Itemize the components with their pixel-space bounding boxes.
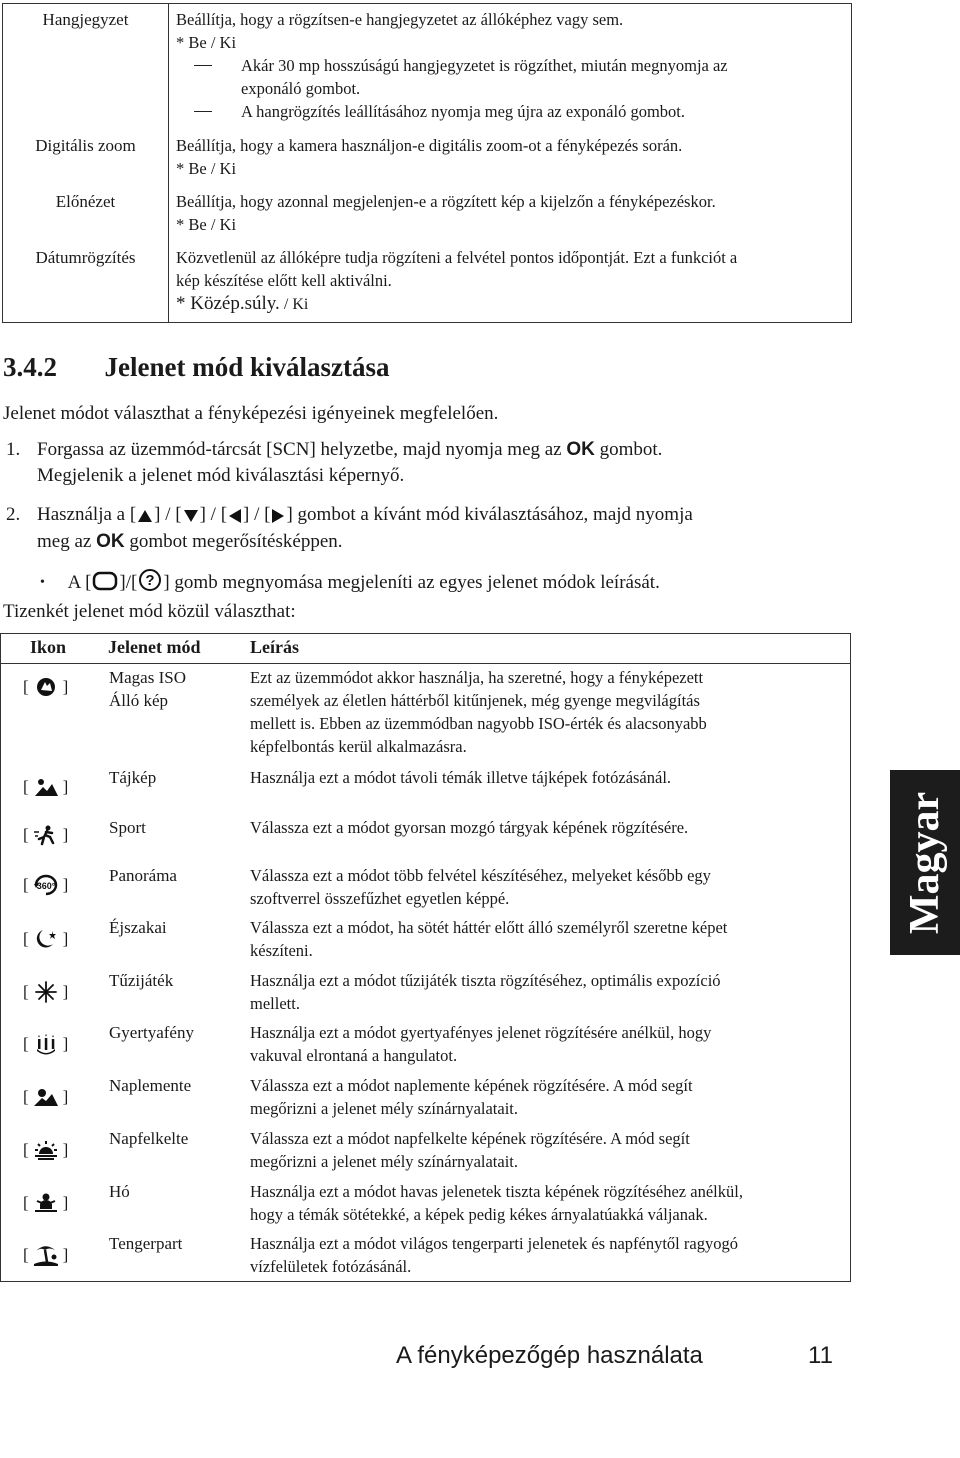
scene-icon-cell [23,1192,68,1214]
description-line: Használja ezt a módot távoli témák illetve tájképek fotózásánál. [250,768,672,787]
header-mode: Jelenet mód [108,637,201,657]
scene-name [109,666,186,712]
scene-name-line: Magas ISO [109,668,186,687]
settings-table [2,3,852,323]
step-number: 1. [6,439,21,460]
scene-icon-cell [23,981,68,1003]
scene-name [109,969,173,992]
bracket: [ [23,875,29,894]
scene-icon-cell [23,676,68,698]
bracket: [ [23,1087,29,1106]
description-line: Beállítja, hogy azonnal megjelenjen-e a rögzített kép a kijelzőn a fényképezéskor. [176,192,716,211]
bracket: ] [62,1087,69,1106]
scene-name [109,1180,130,1203]
page-number: 11 [808,1342,833,1369]
bracket: [ [23,1245,29,1264]
description-line: Beállítja, hogy a kamera használjon-e digitális zoom-ot a fényképezés során. [176,136,683,155]
bracket: ] [62,777,69,796]
bracket: ] [62,875,69,894]
description-line: Válassza ezt a módot gyorsan mozgó tárgyak képének rögzítésére. [250,818,689,837]
left-arrow-icon [229,509,241,523]
separator: ] / [ [243,504,271,525]
step-2 [6,501,693,528]
bracket: [ [23,982,29,1001]
description-line: vakuval elrontaná a hangulatot. [250,1046,458,1065]
scene-description [250,969,840,1015]
scene-description [250,816,840,839]
scene-description [250,1021,840,1067]
description-line: Válassza ezt a módot naplemente képének rögzítésére. A mód segít [250,1076,693,1095]
step-text: meg az [37,531,92,552]
description-line: megőrizni a jelenet mély színárnyalatait. [250,1152,519,1171]
bracket: ] [62,677,69,696]
intro-text: Jelenet módot választhat a fényképezési igényeinek megfelelően. [3,403,499,424]
sport-icon [31,824,61,846]
svg-text:?: ? [145,572,155,589]
dash-bullet [176,54,846,100]
description-line: Használja ezt a módot tűzijáték tiszta rögzítéséhez, optimális expozíció [250,971,721,990]
bullet-line: Akár 30 mp hosszúságú hangjegyzetet is rögzíthet, miután megnyomja az [241,56,728,75]
step-2-line2 [37,528,343,555]
scene-name-line: Tájkép [109,768,157,787]
setting-description [176,134,846,180]
bracket: [ [23,777,29,796]
step-text: gombot megerősítésképpen. [129,531,343,552]
step-text: Forgassa az üzemmód-tárcsát [SCN] helyzetbe, majd nyomja meg az [37,439,562,460]
snow-icon [31,1192,61,1214]
scene-description [250,864,840,910]
scene-name-line: Éjszakai [109,918,167,937]
right-arrow-icon [272,509,284,523]
display-button-icon [91,571,119,591]
scene-name [109,1021,194,1044]
scene-name [109,916,167,939]
scene-icon-cell [23,874,68,896]
scene-icon-cell [23,1086,68,1108]
setting-name: Dátumrögzítés [35,248,136,267]
bullet-line: A hangrögzítés leállításához nyomja meg újra az exponáló gombot. [241,102,685,121]
scene-name-line: Álló kép [109,691,169,710]
dash-bullet [176,100,846,123]
bullet-text: A [ [67,572,92,593]
scene-name [109,766,156,789]
description-line: mellett. [250,994,300,1013]
section-heading [3,352,389,383]
description-line: Ezt az üzemmódot akkor használja, ha szeretné, hogy a fényképezett [250,668,704,687]
scene-name [109,1127,188,1150]
ok-button-label: OK [96,531,125,552]
header-description: Leírás [250,637,299,657]
setting-description [176,8,846,123]
bullet-note [40,568,660,596]
bracket: [ [23,929,29,948]
scene-name [109,816,146,839]
option-primary: * Közép.súly. [176,293,280,314]
footer-title: A fényképezőgép használata [396,1342,703,1369]
scene-name [109,1074,191,1097]
up-arrow-icon [138,510,152,522]
scene-name-line: Panoráma [109,866,177,885]
bracket: ] [62,1193,69,1212]
bracket: ] [62,1140,69,1159]
description-line: Beállítja, hogy a rögzítsen-e hangjegyzetet az állóképhez vagy sem. [176,10,624,29]
option-values: * Be / Ki [176,215,237,234]
panorama-icon [31,874,61,896]
sunrise-icon [31,1139,61,1161]
scene-icon-cell [23,1244,68,1266]
description-line: Használja ezt a módot világos tengerparti jelenetek és napfénytől ragyogó [250,1234,738,1253]
separator: ] / [ [154,504,182,525]
table-row [3,134,851,184]
table-row [3,246,851,320]
description-line: Közvetlenül az állóképre tudja rögzíteni a felvétel pontos időpontját. Ezt a funkciót a [176,248,738,267]
description-line: Használja ezt a módot gyertyafényes jelenet rögzítésére anélkül, hogy [250,1023,712,1042]
candlelight-icon [31,1033,61,1055]
setting-name: Digitális zoom [35,136,136,155]
bracket: ] [62,1245,69,1264]
scene-description [250,916,840,962]
scene-description [250,1180,840,1226]
scene-name-line: Hó [109,1182,130,1201]
sunset-icon [31,1086,61,1108]
section-title: Jelenet mód kiválasztása [104,352,390,382]
description-line: kép készítése előtt kell aktiválni. [176,271,392,290]
scene-icon-cell [23,928,68,950]
option-values [176,292,846,316]
description-line: személyek az életlen háttérből kitűnjenek, még gyenge megvilágítás [250,691,700,710]
svg-text:360°: 360° [36,881,55,891]
language-side-tab [890,770,960,955]
description-line: hogy a témák sötétekké, a képek pedig kékes árnyalatúakká váljanak. [250,1205,708,1224]
option-secondary: / Ki [283,296,309,313]
bracket: ] [62,982,69,1001]
scene-name [109,1232,182,1255]
scene-name-line: Tengerpart [109,1234,183,1253]
description-line: megőrizni a jelenet mély színárnyalatait. [250,1099,519,1118]
section-number: 3.4.2 [3,352,57,382]
bullet-text: ] gomb megnyomása megjeleníti az egyes jelenet módok leírását. [163,572,660,593]
bracket: ] [62,1034,69,1053]
scene-icon-cell [23,1033,68,1055]
scene-mode-table [0,633,851,1282]
landscape-icon [31,776,61,798]
scene-name-line: Tűzijáték [109,971,174,990]
high-iso-icon [31,676,61,698]
bracket: [ [23,677,29,696]
scene-icon-cell [23,824,68,846]
setting-name: Előnézet [55,192,116,211]
scene-description [250,666,840,758]
description-line: mellett is. Ebben az üzemmódban nagyobb ISO-érték és alacsonyabb [250,714,707,733]
description-line: Válassza ezt a módot több felvétel készítéséhez, melyeket később egy [250,866,711,885]
bracket: [ [23,1034,29,1053]
scene-name-line: Naplemente [109,1076,192,1095]
description-line: Válassza ezt a módot napfelkelte képének rögzítésére. A mód segít [250,1129,690,1148]
bullet-dot: • [40,575,45,590]
option-values: * Be / Ki [176,33,237,52]
option-values: * Be / Ki [176,159,237,178]
down-arrow-icon [184,510,198,522]
step-number: 2. [6,504,21,525]
fireworks-icon [31,981,61,1003]
step-1-line2: Megjelenik a jelenet mód kiválasztási képernyő. [37,465,405,486]
bracket: ] [62,825,69,844]
scene-description [250,1074,840,1120]
bracket: [ [23,825,29,844]
scene-description [250,1232,840,1278]
help-icon [137,568,163,592]
description-line: Válassza ezt a módot, ha sötét háttér előtt álló személyről szeretne képet [250,918,728,937]
step-text: gombot. [599,439,663,460]
bracket: ] [62,929,69,948]
description-line: készíteni. [250,941,313,960]
header-icon: Ikon [30,637,67,657]
step-1 [6,436,662,463]
table-row [3,8,851,128]
setting-name: Hangjegyzet [42,10,129,29]
night-icon [31,928,61,950]
lead-text: Tizenkét jelenet mód közül választhat: [3,601,296,622]
bracket: [ [23,1193,29,1212]
ok-button-label: OK [566,439,595,460]
setting-description [176,190,846,236]
step-text: Használja a [ [37,504,137,525]
header-divider [1,663,850,664]
scene-icon-cell [23,1139,68,1161]
scene-icon-cell [23,776,68,798]
setting-description [176,246,846,316]
separator: ] / [ [199,504,228,525]
scene-name-line: Napfelkelte [109,1129,189,1148]
bullet-line: exponáló gombot. [241,79,361,98]
description-line: képfelbontás kerül alkalmazásra. [250,737,467,756]
description-line: vízfelületek fotózásánál. [250,1257,412,1276]
description-line: Használja ezt a módot havas jelenetek tiszta képének rögzítéséhez anélkül, [250,1182,743,1201]
table-row [3,190,851,240]
step-text: ] gombot a kívánt mód kiválasztásához, majd nyomja [286,504,693,525]
scene-name-line: Sport [109,818,146,837]
scene-description [250,1127,840,1173]
description-line: szoftverrel összefűzhet egyetlen képpé. [250,889,510,908]
scene-description [250,766,840,789]
beach-icon [31,1244,61,1266]
scene-name [109,864,177,887]
scene-name-line: Gyertyafény [109,1023,194,1042]
language-label: Magyar [902,791,948,934]
separator: ]/[ [119,572,138,593]
bracket: [ [23,1140,29,1159]
